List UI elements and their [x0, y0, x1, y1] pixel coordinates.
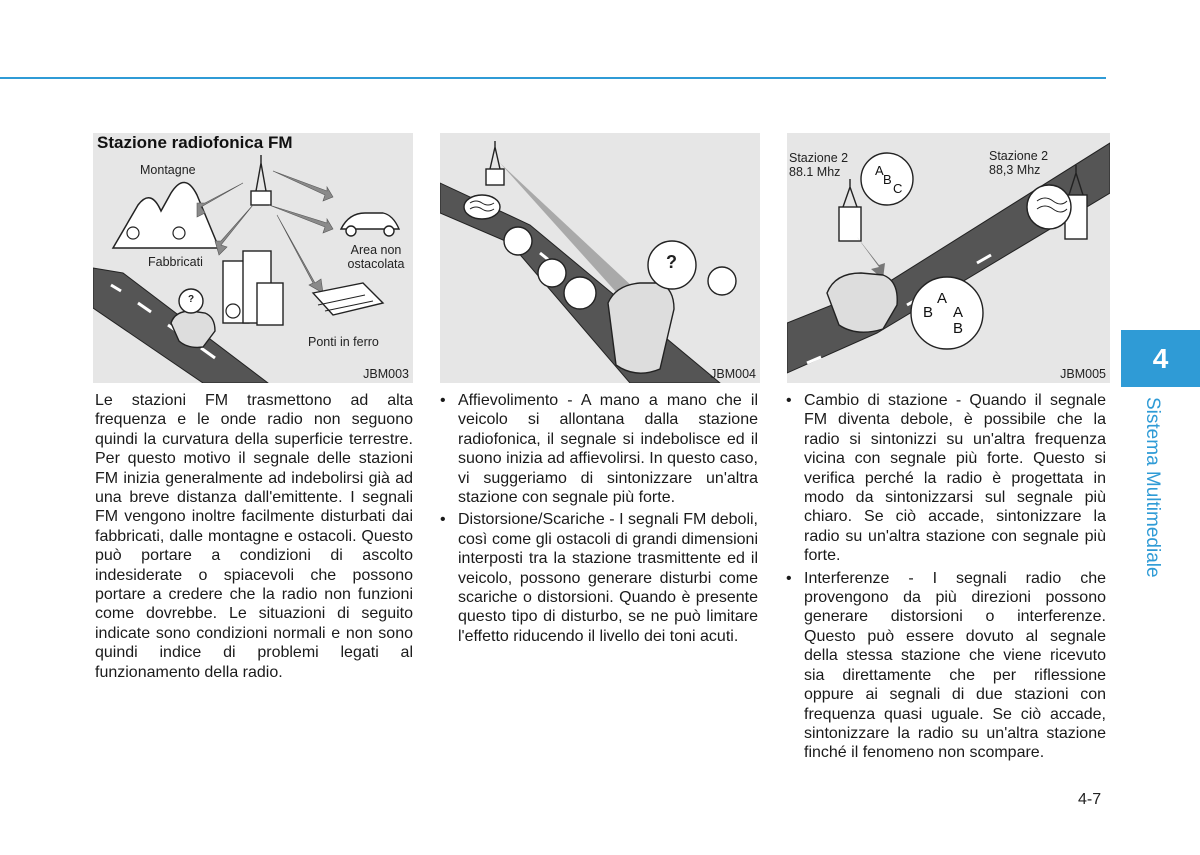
figure-fading — [440, 133, 760, 383]
chapter-title: Sistema Multimediale — [1142, 397, 1163, 578]
svg-text:A: A — [953, 304, 964, 321]
label-bridge: Ponti in ferro — [308, 335, 379, 349]
column2-bullets — [440, 391, 758, 649]
radio-tower-icon — [486, 141, 504, 185]
chapter-number: 4 — [1152, 342, 1169, 374]
list-item — [440, 510, 758, 646]
figure-code: JBM005 — [1060, 367, 1106, 381]
figure-code: JBM003 — [363, 367, 409, 381]
question-mark-icon: ? — [666, 252, 677, 272]
bullet-text: Distorsione/Scariche - I segnali FM deboli, così come gli ostacoli di grandi dimensioni interposti tra la stazione trasmittente ed il veicolo, possono generare disturbi come scariche o distorsioni. Quando è presente questo tipo di disturbo, se ne può limitare l'effetto riducendo il livello dei toni acuti. — [458, 511, 758, 645]
figure-station-swap — [787, 133, 1110, 383]
radio-tower-icon — [251, 155, 271, 205]
list-item — [786, 391, 1106, 566]
label-buildings: Fabbricati — [148, 255, 203, 269]
list-item — [786, 569, 1106, 763]
figure-title: Stazione radiofonica FM — [97, 133, 293, 152]
bullet-text: Affievolimento - A mano a mano che il veicolo si allontana dalla stazione radiofonica, il segnale si indebolisce ed il suono inizia ad affievolirsi. In questo caso, vi suggeriamo di sintonizzare un'altra stazione con segnale più forte. — [458, 392, 758, 507]
figure-code: JBM004 — [710, 367, 756, 381]
label-station-left: Stazione 2 88.1 Mhz — [789, 151, 849, 179]
figure-fm-station — [93, 133, 413, 383]
header-rule — [0, 77, 1106, 79]
question-mark-icon: ? — [188, 294, 195, 305]
column1-paragraph: Le stazioni FM trasmettono ad alta frequenza e le onde radio non seguono quindi la curvatura della superficie terrestre. Per questo motivo il segnale delle stazioni FM inizia generalmente ad indebolirsi già ad una breve distanza dall'emittente. I segnali FM vengono inoltre facilmente disturbati dai fabbricati, dalle montagne e ostacoli. Questo può portare a condizioni di ascolto indesiderate o spiacevoli che possono portare a credere che la radio non funzioni come dovrebbe. Le situazioni di seguito indicate sono condizioni normali e non sono quindi indice di problemi legati al funzionamento della radio. — [95, 392, 413, 681]
svg-text:A: A — [875, 163, 884, 178]
list-item — [440, 391, 758, 507]
radio-tower-icon — [839, 179, 861, 241]
bullet-icon: • — [786, 392, 792, 409]
label-open-area: Area non ostacolata — [347, 243, 405, 271]
chapter-title-container — [1137, 390, 1167, 585]
label-station-right: Stazione 2 88,3 Mhz — [989, 149, 1049, 177]
chapter-tab — [1121, 330, 1200, 387]
page-number: 4-7 — [1078, 791, 1102, 808]
bullet-icon: • — [786, 569, 792, 587]
bullet-icon: • — [440, 511, 446, 529]
svg-text:A: A — [937, 290, 948, 307]
svg-text:B: B — [883, 172, 892, 187]
bullet-text: Cambio di stazione - Quando il segnale FM diventa debole, è possibile che la radio si sintonizzi su un'altra frequenza vicina con segnale più forte. Questo si verifica perché la radio è progettata in modo da sintonizzarsi sul segnale più chiaro. Se ciò accade, sintonizzare la radio su un'altra stazione con segnale più forte. — [804, 392, 1106, 565]
svg-text:B: B — [953, 320, 964, 337]
svg-text:C: C — [893, 181, 903, 196]
fading-illustration — [440, 133, 760, 383]
column3-bullets — [786, 391, 1106, 766]
bullet-icon: • — [440, 392, 446, 409]
svg-text:B: B — [923, 304, 934, 321]
bullet-text: Interferenze - I segnali radio che provengono da più direzioni possono generare distorsioni o interferenze. Questo può essere dovuto al segnale della stessa stazione che viene ricevuto sia direttamente che per riflessione oppure ai segnali di due stazioni con frequenza quasi uguale. Se ciò accade, sintonizzare la radio su un'altra stazione finché il fenomeno non scompare. — [804, 569, 1106, 762]
label-mountains: Montagne — [140, 163, 196, 177]
